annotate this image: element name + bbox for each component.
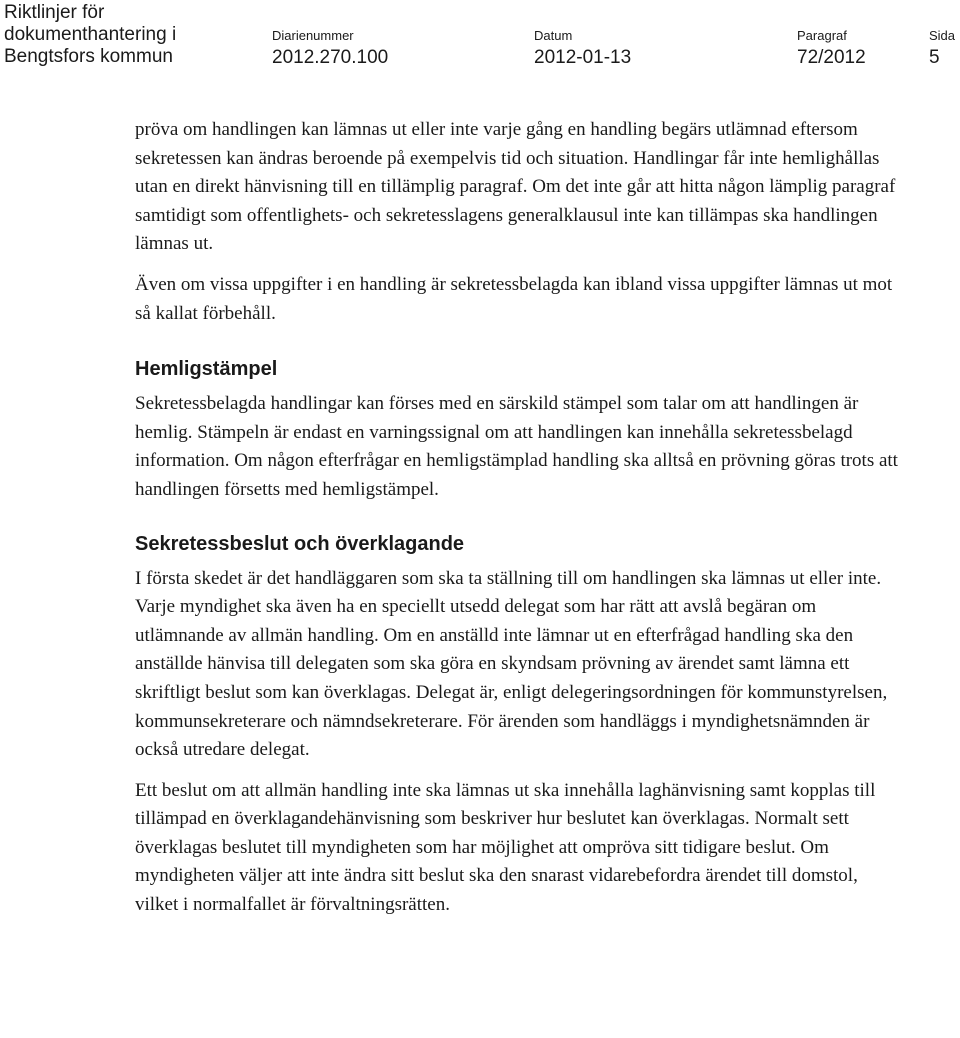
section-heading-hemligstampel: Hemligstämpel xyxy=(135,358,278,381)
body-paragraph: I första skedet är det handläggaren som ska ta ställning till om handlingen ska lämnas ut eller inte. Varje myndighet ska även ha en speciellt utsedd delegat som har rätt att avslå begäran om utlämnande av allmän handling. Om en anställd inte lämnar ut en efterfrågad handling ska den anställde hänvisa till delegaten som ska göra en skyndsam prövning av ärendet samt lämna ett skriftligt beslut som kan överklagas. Delegat är, enligt delegeringsordningen för kommunstyrelsen, kommunsekreterare och nämndsekreterare. För ärenden som handläggs i myndighetsnämnden är också utredare delegat. xyxy=(135,567,888,761)
body-paragraph: Även om vissa uppgifter i en handling är sekretessbelagda kan ibland vissa uppgifter lämnas ut mot så kallat förbehåll. xyxy=(135,273,893,324)
paragraf-value: 72/2012 xyxy=(797,47,866,68)
body-paragraph: pröva om handlingen kan lämnas ut eller inte varje gång en handling begärs utlämnad eftersom sekretessen kan ändras beroende på exempelvis tid och situation. Handlingar får inte hemlighållas utan en direkt hänvisning till en tillämplig paragraf. Om det inte går att hitta någon lämplig paragraf samtidigt som offentlighets- och sekretesslagens generalklausul inte kan tillämpas ska handlingen lämnas ut. xyxy=(135,119,896,255)
sida-value: 5 xyxy=(929,47,940,68)
document-title xyxy=(4,0,194,68)
document-title-line-1: Riktlinjer för xyxy=(4,2,105,23)
paragraf-field xyxy=(797,0,907,69)
diarienummer-value: 2012.270.100 xyxy=(272,47,389,68)
diarienummer-label: Diarienummer xyxy=(272,28,354,43)
sida-label: Sida xyxy=(929,28,956,43)
diarienummer-field xyxy=(272,0,472,69)
datum-label: Datum xyxy=(534,28,573,43)
document-title-line-3: Bengtsfors kommun xyxy=(4,46,173,67)
document-header xyxy=(0,0,960,70)
datum-value: 2012-01-13 xyxy=(534,47,632,68)
sida-field xyxy=(929,0,959,69)
body-paragraph: Ett beslut om att allmän handling inte ska lämnas ut ska innehålla laghänvisning samt kopplas till tillämpad en överklagandehänvisning som beskriver hur beslutet kan överklagas. Normalt sett överklagas beslutet till myndigheten som har möjlighet att ompröva sitt tidigare beslut. Om myndigheten väljer att inte ändra sitt beslut ska den snarast vidarebefordra ärendet till domstol, vilket i normalfallet är förvaltningsrätten. xyxy=(135,779,876,916)
body-paragraph: Sekretessbelagda handlingar kan förses med en särskild stämpel som talar om att handlingen är hemlig. Stämpeln är endast en varningssignal om att handlingen kan innehålla sekretessbelagd information. Om någon efterfrågar en hemligstämplad handling ska alltså en prövning göras trots att handlingen försetts med hemligstämpel. xyxy=(135,393,898,500)
section-heading-sekretessbeslut: Sekretessbeslut och överklagande xyxy=(135,532,465,555)
document-title-line-2: dokumenthantering i xyxy=(4,24,177,45)
paragraf-label: Paragraf xyxy=(797,28,847,43)
datum-field xyxy=(534,0,734,69)
document-body xyxy=(135,116,905,932)
